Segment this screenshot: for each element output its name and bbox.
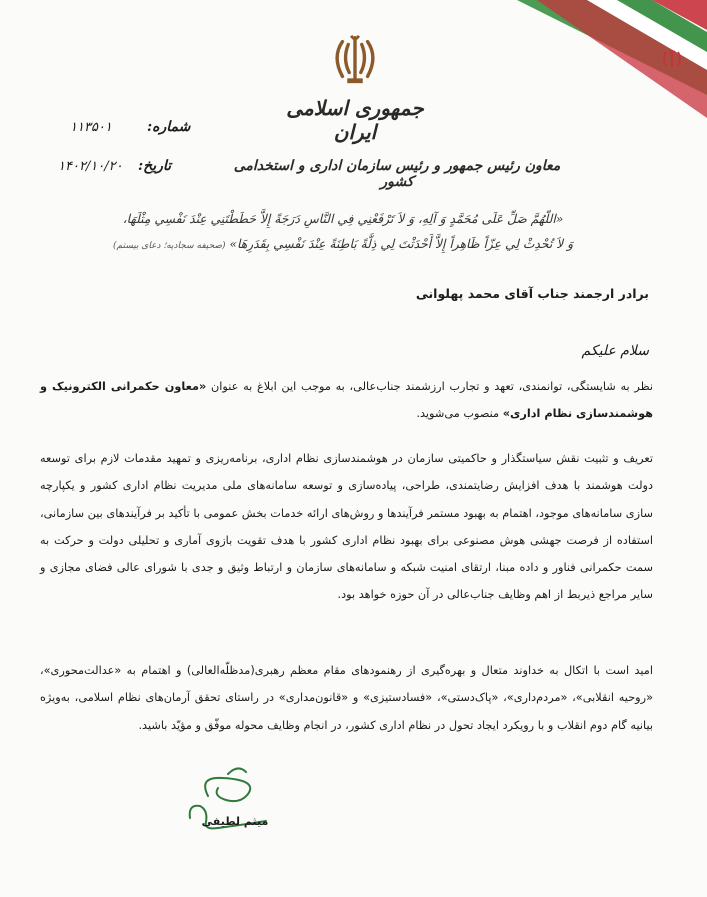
quote-line-2-text: وَ لاَ تُحْدِثْ لِي عِزّاً ظَاهِراً إِلاَّ أَحْدَثْتَ لِي ذِلَّةً بَاطِنَةً عِنْدَ نَفْسِي بِقَدَرِهَا» — [229, 237, 574, 251]
quote-line-1: «اللّهُمَّ صَلِّ عَلَى مُحَمَّدٍ وَ آلِهِ، وَ لاَ تَرْفَعْنِي فِي النَّاسِ دَرَجَةً إِلاَّ حَطَطْتَنِي عِنْدَ نَفْسِي مِثْلَهَا، — [122, 212, 564, 226]
quote-line-2 — [40, 237, 646, 251]
date-label: تاریخ: — [138, 158, 172, 174]
number-label: شماره: — [147, 119, 191, 135]
letterhead-title: جمهوری اسلامی ایران — [286, 96, 424, 144]
body-paragraph-3: امید است با اتکال به خداوند متعال و بهره‌گیری از رهنمودهای مقام معظم رهبری(مدظلّه‌العالی) و اهتمام به «عدالت‌محوری»، «روحیه انقلابی»، «مردم‌داری»، «پاک‌دستی»، «فسادستیزی» و «قانون‌مداری» در راستای تحقق آرمان‌های نظام اسلامی، به‌ویژه بیانیه گام دوم انقلاب و با رویکرد ایجاد تحول در نظام اداری کشور، در انجام وظایف محوله موفّق و مؤیّد باشید. — [40, 664, 653, 732]
body-paragraph-1 — [40, 373, 653, 428]
signer-name: میثم لطیفی — [201, 815, 269, 828]
appointed-role: «معاون حکمرانی الکترونیک و هوشمندسازی نظام اداری» — [40, 380, 653, 421]
paragraph-1-end: منصوب می‌شوید. — [416, 407, 500, 421]
emblem-icon — [326, 30, 384, 88]
greeting: سلام علیکم — [581, 343, 649, 359]
paragraph-1-intro: نظر به شایستگی، توانمندی، تعهد و تجارب ارزشمند جناب‌عالی، به موجب این ابلاغ به عنوان — [210, 380, 653, 393]
number-value: ۱۱۳۵۰۱ — [70, 120, 112, 135]
letterhead-subtitle: معاون رئیس جمهور و رئیس سازمان اداری و استخدامی کشور — [233, 158, 561, 190]
body-paragraph-2: تعریف و تثبیت نقش سیاستگذار و حاکمیتی سازمان در هوشمندسازی نظام اداری، برنامه‌ریزی و تمهید مقدمات لازم برای توسعه دولت هوشمند با هدف افزایش رضایتمندی، طراحی، پیاده‌سازی و توسعه سامانه‌های ملی مدیریت نظام اداری کشور و یکپارچه سازی سامانه‌های موجود، اهتمام به بهبود مستمر فرآیندها و روش‌های ارائه خدمات بخش عمومی با تأکید بر فرآیندهای بین سازمانی، استفاده از فرصت جهشی هوش مصنوعی برای بهبود نظام اداری کشور با هدف تقویت بازوی آماری و تحلیلی دولت و حرکت به سمت حکمرانی فناور و داده مبنا، ارتقای امنیت شبکه و سامانه‌های سازمان و ارتباط وثیق و جدی با شورای عالی فضای مجازی و سایر مراجع ذیربط از اهم وظایف جناب‌عالی در آن حوزه خواهد بود. — [40, 452, 653, 602]
date-value: ۱۴۰۲/۱۰/۲۰ — [58, 159, 123, 174]
flag-ribbon — [477, 0, 707, 120]
addressee: برادر ارجمند جناب آقای محمد پهلوانی — [415, 286, 649, 301]
quote-source: (صحیفه سجادیه؛ دعای بیستم) — [112, 241, 226, 251]
